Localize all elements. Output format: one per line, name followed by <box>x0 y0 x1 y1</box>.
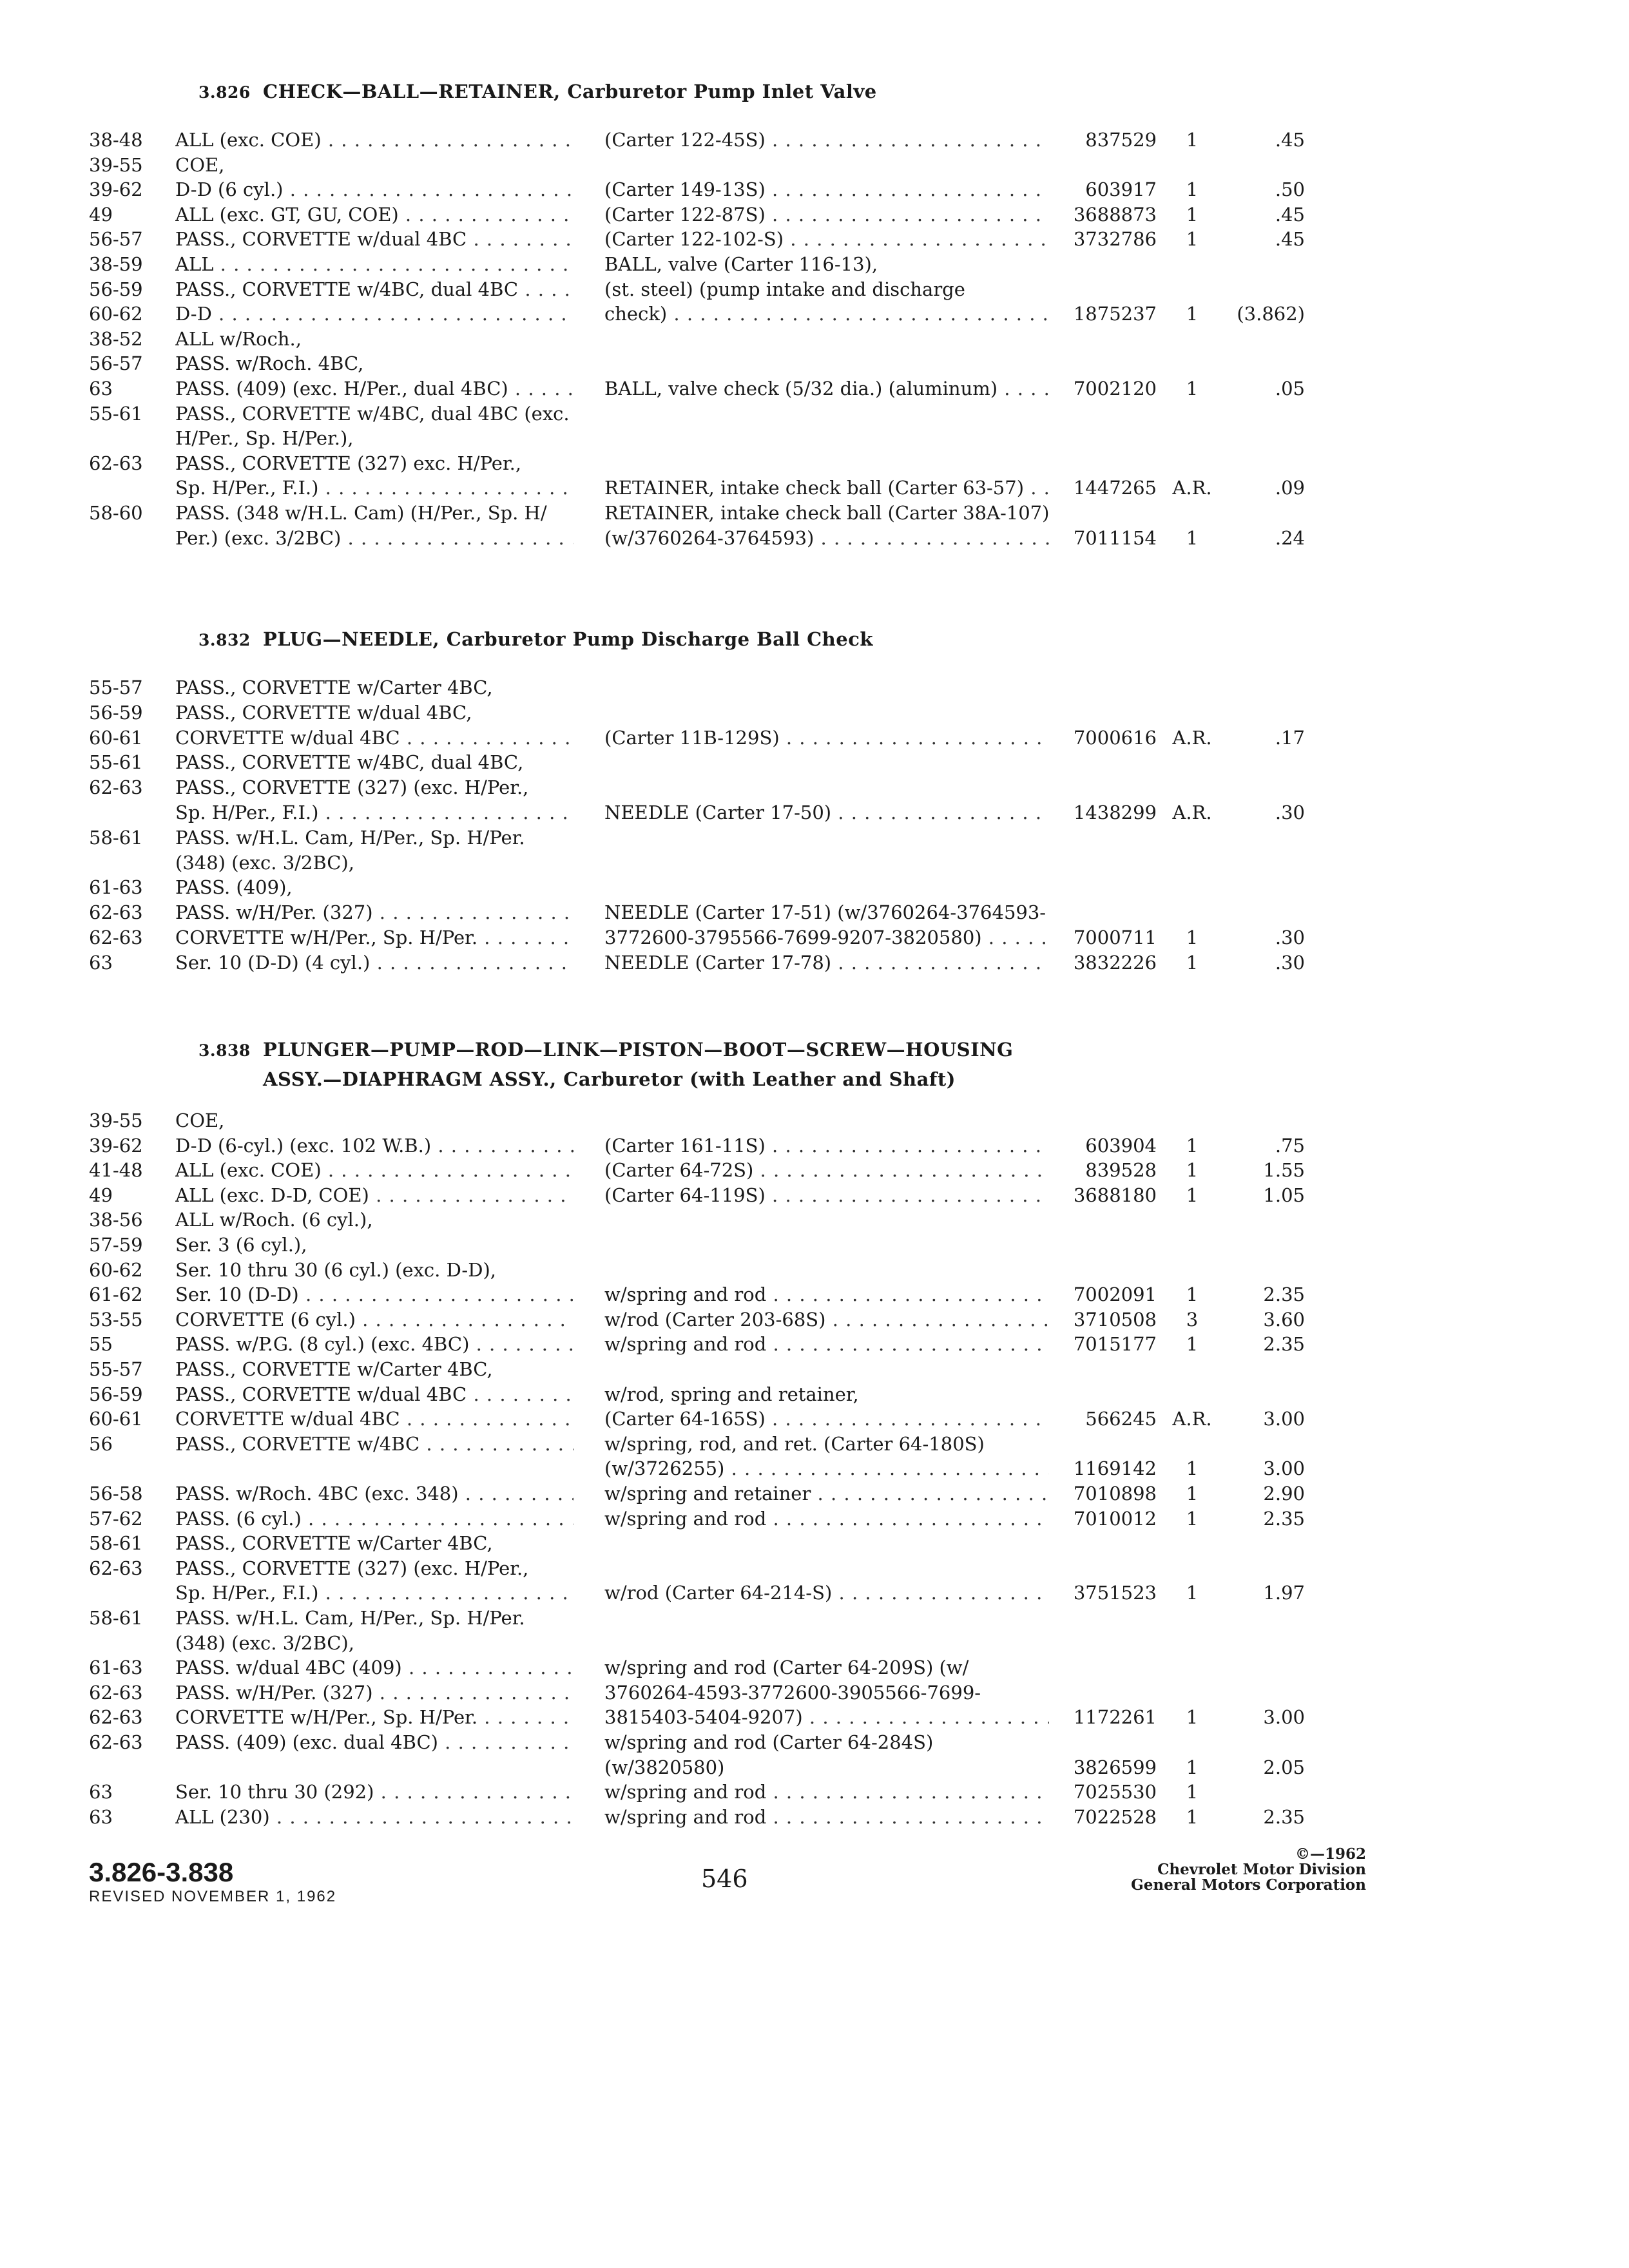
model-cell: COE, <box>175 1110 225 1131</box>
table-row <box>0 726 1629 750</box>
quantity-cell: A.R. <box>1172 802 1212 823</box>
model-cell: PASS. (409) (exc. H/Per., dual 4BC) . . . <box>175 376 574 401</box>
table-row <box>0 1655 1629 1680</box>
part-number-cell: 566245 <box>1085 1408 1157 1430</box>
price-cell: .45 <box>1275 203 1305 226</box>
model-cell: PASS. w/dual 4BC (409) . . . <box>175 1655 574 1680</box>
description-cell: 3760264-4593-3772600-3905566-7699- <box>604 1681 981 1704</box>
table-row <box>0 825 1629 850</box>
description-cell: w/rod, spring and retainer, <box>604 1383 859 1405</box>
year-cell: 41-48 <box>89 1159 143 1182</box>
quantity-cell: 1 <box>1186 951 1199 974</box>
description-cell: NEEDLE (Carter 17-50) . . . <box>604 800 1049 825</box>
description-cell: (w/3726255) . . . <box>604 1456 1049 1481</box>
price-cell: 2.35 <box>1263 1283 1305 1306</box>
year-cell: 58-60 <box>89 502 143 524</box>
year-cell: 38-52 <box>89 327 143 350</box>
part-number-cell: 603917 <box>1085 178 1157 201</box>
quantity-cell: 1 <box>1186 1333 1199 1356</box>
part-number-cell: 7011154 <box>1073 526 1157 549</box>
table-row <box>0 950 1629 975</box>
price-cell: .05 <box>1275 378 1305 399</box>
year-cell: 60-61 <box>89 1408 143 1430</box>
year-cell: 62-63 <box>89 1681 143 1704</box>
model-cell: CORVETTE w/H/Per., Sp. H/Per. . . . <box>175 925 574 950</box>
table-row <box>0 177 1629 202</box>
year-cell: 56 <box>89 1432 113 1455</box>
year-cell: 61-62 <box>89 1283 143 1306</box>
description-cell: (Carter 11B-129S) . . . <box>604 726 1049 750</box>
table-row <box>0 775 1629 800</box>
table-row <box>0 1531 1629 1555</box>
table-row <box>0 1307 1629 1332</box>
model-cell: PASS., CORVETTE w/Carter 4BC, <box>175 1358 493 1380</box>
model-cell: ALL w/Roch. (6 cyl.), <box>175 1209 373 1231</box>
table-row <box>0 401 1629 426</box>
quantity-cell: 1 <box>1186 1134 1199 1157</box>
table-row <box>0 1506 1629 1531</box>
quantity-cell: 1 <box>1186 927 1199 948</box>
price-cell: 1.97 <box>1263 1582 1305 1604</box>
division-name: Chevrolet Motor Division <box>1157 1861 1366 1878</box>
model-cell: PASS., CORVETTE w/4BC, dual 4BC . . . <box>175 277 574 302</box>
quantity-cell: 1 <box>1186 1781 1199 1803</box>
table-row <box>0 227 1629 251</box>
year-cell: 39-62 <box>89 178 143 201</box>
description-cell: (st. steel) (pump intake and discharge <box>604 278 965 300</box>
price-cell: .30 <box>1275 802 1305 823</box>
quantity-cell: 1 <box>1186 203 1199 226</box>
model-cell: PASS., CORVETTE w/4BC . . . <box>175 1432 574 1456</box>
table-row <box>0 252 1629 276</box>
model-cell: PASS. w/H.L. Cam, H/Per., Sp. H/Per. <box>175 826 525 849</box>
description-cell: (Carter 122-45S) . . . <box>604 128 1049 152</box>
year-cell: 62-63 <box>89 1731 143 1753</box>
model-cell: (348) (exc. 3/2BC), <box>175 1631 354 1654</box>
table-row <box>0 675 1629 700</box>
description-cell: w/spring and rod . . . <box>604 1332 1049 1356</box>
table-row <box>0 351 1629 376</box>
description-cell: NEEDLE (Carter 17-51) (w/3760264-3764593- <box>604 901 1046 924</box>
table-row <box>0 476 1629 500</box>
price-cell: 1.55 <box>1263 1159 1305 1182</box>
part-number-cell: 7022528 <box>1073 1805 1157 1828</box>
description-cell: w/spring and retainer . . . <box>604 1481 1049 1506</box>
description-cell: w/spring and rod . . . <box>604 1506 1049 1531</box>
model-cell: PASS. (409), <box>175 876 293 899</box>
description-cell: (w/3820580) <box>604 1756 725 1778</box>
description-cell: (Carter 64-72S) . . . <box>604 1158 1049 1182</box>
description-cell: NEEDLE (Carter 17-78) . . . <box>604 950 1049 975</box>
table-row <box>0 376 1629 401</box>
year-cell: 58-61 <box>89 826 143 849</box>
model-cell: ALL (exc. D-D, COE) . . . <box>175 1183 574 1207</box>
table-row <box>0 800 1629 825</box>
section-title: CHECK—BALL—RETAINER, Carburetor Pump Inlet Valve <box>263 81 877 102</box>
quantity-cell: 1 <box>1186 1706 1199 1729</box>
section-number: 3.832 <box>198 631 251 649</box>
section-heading <box>198 81 877 102</box>
description-cell: (Carter 161-11S) . . . <box>604 1133 1049 1158</box>
year-cell: 62-63 <box>89 927 143 948</box>
part-number-cell: 3832226 <box>1073 951 1157 974</box>
price-cell: .24 <box>1275 526 1305 549</box>
part-number-cell: 7002120 <box>1073 378 1157 399</box>
table-row <box>0 1258 1629 1282</box>
model-cell: ALL w/Roch., <box>175 327 302 350</box>
year-cell: 56-57 <box>89 352 143 375</box>
part-number-cell: 7015177 <box>1073 1333 1157 1356</box>
quantity-cell: 1 <box>1186 1159 1199 1182</box>
model-cell: Sp. H/Per., F.I.) . . . <box>175 476 574 500</box>
part-number-cell: 3688180 <box>1073 1184 1157 1206</box>
year-cell: 62-63 <box>89 901 143 924</box>
year-cell: 57-62 <box>89 1507 143 1530</box>
copyright-year: ©—1962 <box>1295 1845 1366 1863</box>
price-cell: .75 <box>1275 1134 1305 1157</box>
model-cell: PASS. (409) (exc. dual 4BC) . . . <box>175 1730 574 1754</box>
model-cell: CORVETTE w/dual 4BC . . . <box>175 726 574 750</box>
table-row <box>0 302 1629 326</box>
year-cell: 63 <box>89 951 113 974</box>
table-row <box>0 1631 1629 1655</box>
model-cell: PASS., CORVETTE w/dual 4BC . . . <box>175 227 574 251</box>
year-cell: 63 <box>89 378 113 399</box>
price-cell: .50 <box>1275 178 1305 201</box>
table-row <box>0 925 1629 950</box>
part-number-cell: 3688873 <box>1073 203 1157 226</box>
model-cell: PASS. w/H/Per. (327) . . . <box>175 1680 574 1705</box>
model-cell: (348) (exc. 3/2BC), <box>175 851 354 874</box>
table-row <box>0 1755 1629 1780</box>
quantity-cell: 1 <box>1186 1457 1199 1480</box>
year-cell: 61-63 <box>89 1657 143 1679</box>
year-cell: 57-59 <box>89 1234 143 1256</box>
quantity-cell: 1 <box>1186 303 1199 325</box>
table-row <box>0 128 1629 152</box>
year-cell: 61-63 <box>89 876 143 899</box>
description-cell: (Carter 64-119S) . . . <box>604 1183 1049 1207</box>
table-row <box>0 1282 1629 1307</box>
description-cell: (Carter 122-102-S) . . . <box>604 227 1049 251</box>
year-cell: 58-61 <box>89 1607 143 1629</box>
part-number-cell: 1438299 <box>1073 802 1157 823</box>
model-cell: PASS. w/H.L. Cam, H/Per., Sp. H/Per. <box>175 1607 525 1629</box>
table-row <box>0 327 1629 351</box>
model-cell: Ser. 10 (D-D) . . . <box>175 1282 574 1307</box>
table-row <box>0 1456 1629 1481</box>
description-cell: (Carter 149-13S) . . . <box>604 177 1049 202</box>
year-cell: 55-61 <box>89 402 143 425</box>
table-row <box>0 850 1629 875</box>
quantity-cell: 1 <box>1186 526 1199 549</box>
quantity-cell: 1 <box>1186 1507 1199 1530</box>
description-cell: 3815403-5404-9207) . . . <box>604 1705 1049 1729</box>
year-cell: 38-56 <box>89 1209 143 1231</box>
price-cell: 2.90 <box>1263 1483 1305 1504</box>
description-cell: RETAINER, intake check ball (Carter 38A-107) <box>604 502 1049 524</box>
part-number-cell: 1169142 <box>1073 1457 1157 1480</box>
model-cell: PASS., CORVETTE w/Carter 4BC, <box>175 677 493 698</box>
year-cell: 38-48 <box>89 129 143 151</box>
description-cell: check) . . . <box>604 302 1049 326</box>
model-cell: CORVETTE w/dual 4BC . . . <box>175 1407 574 1431</box>
year-cell: 60-62 <box>89 303 143 325</box>
model-cell: ALL (exc. COE) . . . <box>175 128 574 152</box>
description-cell: (Carter 64-165S) . . . <box>604 1407 1049 1431</box>
price-cell: .45 <box>1275 129 1305 151</box>
description-cell: BALL, valve (Carter 116-13), <box>604 253 878 275</box>
year-cell: 55-57 <box>89 1358 143 1380</box>
model-cell: CORVETTE (6 cyl.) . . . <box>175 1307 574 1332</box>
price-cell: .30 <box>1275 951 1305 974</box>
description-cell: w/rod (Carter 203-68S) . . . <box>604 1307 1049 1332</box>
year-cell: 49 <box>89 1184 113 1206</box>
year-cell: 62-63 <box>89 452 143 474</box>
table-row <box>0 1233 1629 1257</box>
table-row <box>0 1357 1629 1381</box>
model-cell: COE, <box>175 153 225 176</box>
model-cell: PASS., CORVETTE w/dual 4BC . . . <box>175 1382 574 1407</box>
description-cell: BALL, valve check (5/32 dia.) (aluminum) . . . <box>604 376 1049 401</box>
table-row <box>0 1133 1629 1158</box>
part-number-cell: 3710508 <box>1073 1308 1157 1331</box>
part-number-cell: 1875237 <box>1073 303 1157 325</box>
year-cell: 55 <box>89 1333 113 1356</box>
part-number-cell: 7000711 <box>1073 927 1157 948</box>
model-cell: D-D (6-cyl.) (exc. 102 W.B.) . . . <box>175 1133 574 1158</box>
part-number-cell: 3826599 <box>1073 1756 1157 1778</box>
model-cell: PASS. w/H/Per. (327) . . . <box>175 900 574 925</box>
part-number-cell: 3751523 <box>1073 1582 1157 1604</box>
price-cell: .30 <box>1275 927 1305 948</box>
table-row <box>0 1805 1629 1829</box>
year-cell: 62-63 <box>89 776 143 799</box>
year-cell: 56-59 <box>89 1383 143 1405</box>
part-number-cell: 839528 <box>1085 1159 1157 1182</box>
description-cell: RETAINER, intake check ball (Carter 63-57) . . . <box>604 476 1049 500</box>
model-cell: PASS. (348 w/H.L. Cam) (H/Per., Sp. H/ <box>175 502 547 524</box>
model-cell: ALL (exc. COE) . . . <box>175 1158 574 1182</box>
description-cell: w/spring and rod . . . <box>604 1805 1049 1829</box>
price-cell: .17 <box>1275 726 1305 749</box>
table-row <box>0 1705 1629 1729</box>
year-cell: 56-57 <box>89 228 143 251</box>
price-cell: 3.00 <box>1263 1706 1305 1729</box>
table-row <box>0 277 1629 302</box>
quantity-cell: 3 <box>1186 1308 1199 1331</box>
part-number-cell: 7025530 <box>1073 1781 1157 1803</box>
quantity-cell: A.R. <box>1172 477 1212 499</box>
model-cell: PASS., CORVETTE (327) exc. H/Per., <box>175 452 522 474</box>
model-cell: PASS., CORVETTE w/Carter 4BC, <box>175 1532 493 1555</box>
part-number-cell: 837529 <box>1085 129 1157 151</box>
description-cell: (Carter 122-87S) . . . <box>604 202 1049 227</box>
model-cell: ALL (exc. GT, GU, COE) . . . <box>175 202 574 227</box>
year-cell: 39-55 <box>89 1110 143 1131</box>
price-cell: (3.862) <box>1237 303 1305 325</box>
quantity-cell: 1 <box>1186 129 1199 151</box>
model-cell: Ser. 10 thru 30 (292) . . . <box>175 1780 574 1804</box>
model-cell: D-D . . . <box>175 302 574 326</box>
quantity-cell: 1 <box>1186 1483 1199 1504</box>
quantity-cell: 1 <box>1186 228 1199 251</box>
model-cell: Per.) (exc. 3/2BC) . . . <box>175 526 574 550</box>
quantity-cell: A.R. <box>1172 726 1212 749</box>
table-row <box>0 1680 1629 1705</box>
model-cell: PASS., CORVETTE w/dual 4BC, <box>175 701 472 724</box>
quantity-cell: 1 <box>1186 1756 1199 1778</box>
table-row <box>0 1481 1629 1506</box>
year-cell: 60-62 <box>89 1258 143 1281</box>
table-row <box>0 750 1629 774</box>
model-cell: H/Per., Sp. H/Per.), <box>175 427 354 450</box>
year-cell: 55-61 <box>89 751 143 774</box>
description-cell: w/spring and rod (Carter 64-209S) (w/ <box>604 1657 969 1679</box>
table-row <box>0 1556 1629 1581</box>
price-cell: .09 <box>1275 477 1305 499</box>
section-title-continued: ASSY.—DIAPHRAGM ASSY., Carburetor (with Leather and Shaft) <box>263 1068 956 1090</box>
quantity-cell: 1 <box>1186 1283 1199 1306</box>
table-row <box>0 1780 1629 1804</box>
price-cell: .45 <box>1275 228 1305 251</box>
model-cell: CORVETTE w/H/Per., Sp. H/Per. . . . <box>175 1705 574 1729</box>
year-cell: 56-59 <box>89 701 143 724</box>
description-cell: w/spring and rod . . . <box>604 1780 1049 1804</box>
table-row <box>0 1332 1629 1356</box>
year-cell: 63 <box>89 1805 113 1828</box>
year-cell: 58-61 <box>89 1532 143 1555</box>
year-cell: 62-63 <box>89 1706 143 1729</box>
price-cell: 3.00 <box>1263 1457 1305 1480</box>
section-number: 3.826 <box>198 83 251 102</box>
part-number-cell: 1447265 <box>1073 477 1157 499</box>
section-heading <box>198 628 873 650</box>
table-row <box>0 426 1629 450</box>
table-row <box>0 700 1629 725</box>
section-title: PLUNGER—PUMP—ROD—LINK—PISTON—BOOT—SCREW—HOUSING <box>263 1039 1014 1061</box>
model-cell: ALL (230) . . . <box>175 1805 574 1829</box>
table-row <box>0 1432 1629 1456</box>
description-cell: w/spring, rod, and ret. (Carter 64-180S) <box>604 1432 985 1455</box>
model-cell: PASS. w/Roch. 4BC (exc. 348) . . . <box>175 1481 574 1506</box>
part-number-cell: 7010012 <box>1073 1507 1157 1530</box>
price-cell: 2.35 <box>1263 1333 1305 1356</box>
section-heading <box>198 1039 1013 1061</box>
model-cell: D-D (6 cyl.) . . . <box>175 177 574 202</box>
part-number-cell: 7002091 <box>1073 1283 1157 1306</box>
description-cell: w/rod (Carter 64-214-S) . . . <box>604 1581 1049 1605</box>
description-cell: 3772600-3795566-7699-9207-3820580) . . . <box>604 925 1049 950</box>
model-cell: ALL . . . <box>175 252 574 276</box>
year-cell: 60-61 <box>89 726 143 749</box>
quantity-cell: 1 <box>1186 1805 1199 1828</box>
part-number-cell: 7000616 <box>1073 726 1157 749</box>
price-cell: 1.05 <box>1263 1184 1305 1206</box>
table-row <box>0 451 1629 476</box>
section-number: 3.838 <box>198 1041 251 1060</box>
price-cell: 3.00 <box>1263 1408 1305 1430</box>
table-row <box>0 1407 1629 1431</box>
quantity-cell: 1 <box>1186 378 1199 399</box>
year-cell: 55-57 <box>89 677 143 698</box>
price-cell: 2.05 <box>1263 1756 1305 1778</box>
year-cell: 56-58 <box>89 1483 143 1504</box>
part-number-cell: 1172261 <box>1073 1706 1157 1729</box>
table-row <box>0 1108 1629 1133</box>
model-cell: PASS. w/Roch. 4BC, <box>175 352 364 375</box>
description-cell: w/spring and rod . . . <box>604 1282 1049 1307</box>
description-cell: (w/3760264-3764593) . . . <box>604 526 1049 550</box>
table-row <box>0 1606 1629 1630</box>
table-row <box>0 1730 1629 1754</box>
section-title: PLUG—NEEDLE, Carburetor Pump Discharge Ball Check <box>263 628 873 650</box>
part-number-cell: 3732786 <box>1073 228 1157 251</box>
table-row <box>0 526 1629 550</box>
quantity-cell: 1 <box>1186 1582 1199 1604</box>
page-number: 546 <box>701 1865 748 1893</box>
table-row <box>0 1207 1629 1232</box>
price-cell: 3.60 <box>1263 1308 1305 1331</box>
model-cell: PASS., CORVETTE (327) (exc. H/Per., <box>175 776 529 799</box>
table-row <box>0 202 1629 227</box>
model-cell: PASS. w/P.G. (8 cyl.) (exc. 4BC) . . . <box>175 1332 574 1356</box>
part-number-cell: 7010898 <box>1073 1483 1157 1504</box>
table-row <box>0 1382 1629 1407</box>
model-cell: PASS. (6 cyl.) . . . <box>175 1506 574 1531</box>
quantity-cell: 1 <box>1186 1184 1199 1206</box>
table-row <box>0 1183 1629 1207</box>
table-row <box>0 875 1629 899</box>
quantity-cell: A.R. <box>1172 1408 1212 1430</box>
model-cell: Ser. 3 (6 cyl.), <box>175 1234 307 1256</box>
table-row <box>0 1581 1629 1605</box>
table-row <box>0 501 1629 525</box>
model-cell: Ser. 10 thru 30 (6 cyl.) (exc. D-D), <box>175 1258 496 1281</box>
model-cell: Sp. H/Per., F.I.) . . . <box>175 1581 574 1605</box>
year-cell: 53-55 <box>89 1308 143 1331</box>
table-row <box>0 153 1629 177</box>
model-cell: Ser. 10 (D-D) (4 cyl.) . . . <box>175 950 574 975</box>
table-row <box>0 1158 1629 1182</box>
year-cell: 39-62 <box>89 1134 143 1157</box>
year-cell: 63 <box>89 1781 113 1803</box>
year-cell: 38-59 <box>89 253 143 275</box>
corporation-name: General Motors Corporation <box>1131 1876 1366 1894</box>
revised-date: REVISED NOVEMBER 1, 1962 <box>89 1888 337 1905</box>
model-cell: PASS., CORVETTE w/4BC, dual 4BC (exc. <box>175 402 570 425</box>
year-cell: 49 <box>89 203 113 226</box>
model-cell: PASS., CORVETTE (327) (exc. H/Per., <box>175 1557 529 1579</box>
model-cell: Sp. H/Per., F.I.) . . . <box>175 800 574 825</box>
description-cell: w/spring and rod (Carter 64-284S) <box>604 1731 934 1753</box>
table-row <box>0 900 1629 925</box>
year-cell: 56-59 <box>89 278 143 300</box>
year-cell: 62-63 <box>89 1557 143 1579</box>
quantity-cell: 1 <box>1186 178 1199 201</box>
part-number-cell: 603904 <box>1085 1134 1157 1157</box>
price-cell: 2.35 <box>1263 1507 1305 1530</box>
model-cell: PASS., CORVETTE w/4BC, dual 4BC, <box>175 751 524 774</box>
section-range: 3.826-3.838 <box>89 1857 234 1887</box>
copyright-block <box>1131 1847 1366 1893</box>
price-cell: 2.35 <box>1263 1805 1305 1828</box>
year-cell: 39-55 <box>89 153 143 176</box>
